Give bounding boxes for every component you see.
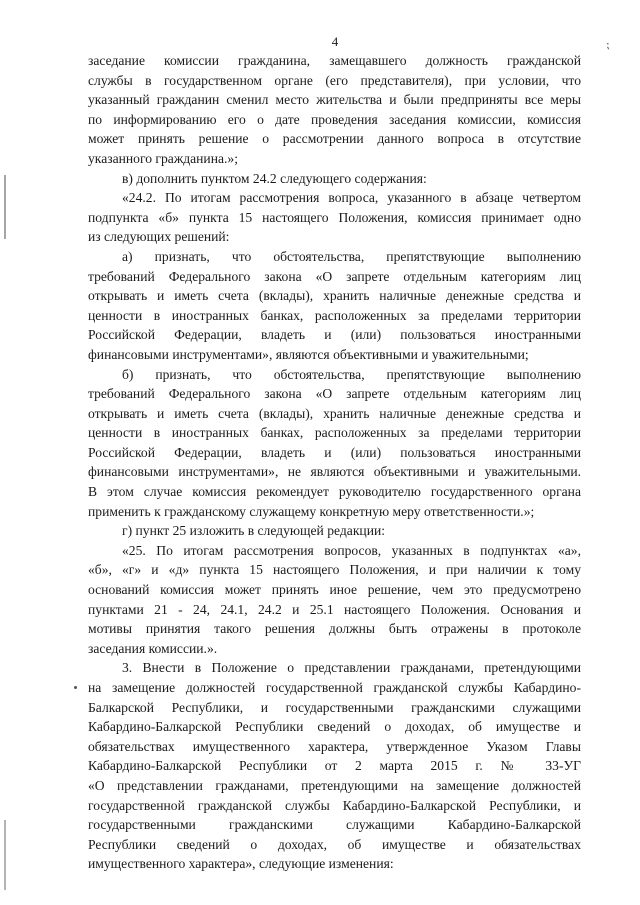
text-line: пунктами 21 - 24, 24.1, 24.2 и 25.1 настоящего Положения. Основания и [88, 601, 581, 617]
text-line: на замещение должностей государственной гражданской службы Кабардино- [88, 680, 581, 695]
text-line: мотивы принятия такого решения должны быть отражены в протоколе [88, 621, 581, 637]
text-line: Кабардино-Балкарской Республики сведений о доходах, об имуществе и [88, 719, 581, 735]
text-line: применить к гражданскому служащему конкретную меру ответственности.»; [88, 503, 535, 519]
text-line: ценности в иностранных банках, расположенных за пределами территории [88, 425, 581, 441]
text-line: «О представлении гражданами, претендующими на замещение должностей [88, 777, 581, 793]
text-line: Российской Федерации, владеть и (или) пользоваться иностранными [88, 327, 581, 343]
text-line: финансовыми инструментами», не являются объективными и уважительными. [88, 464, 581, 480]
document-body [88, 51, 581, 874]
page-number: 4 [331, 34, 339, 49]
text-line: б) признать, что обстоятельства, препятствующие выполнению [122, 366, 581, 382]
text-line: обязательствах имущественного характера, утвержденное Указом Главы [88, 738, 581, 754]
text-line: в) дополнить пунктом 24.2 следующего содержания: [122, 170, 427, 186]
text-line: Российской Федерации, владеть и (или) пользоваться иностранными [88, 444, 581, 460]
text-line: финансовыми инструментами», являются объективными и уважительными; [88, 346, 529, 362]
scan-speck: ⁏ [606, 39, 610, 51]
text-line: «25. По итогам рассмотрения вопросов, указанных в подпунктах «а», [122, 542, 581, 558]
paragraph [88, 541, 581, 659]
text-line: государственными гражданскими служащими Кабардино-Балкарской [88, 817, 581, 833]
text-line: Балкарской Республики, и государственными гражданскими служащими [88, 699, 581, 715]
text-line: подпункта «б» пункта 15 настоящего Положения, комиссия принимает одно [88, 209, 581, 225]
paragraph [88, 188, 581, 247]
text-line: оснований комиссия может принять иное решение, чем это предусмотрено [88, 582, 581, 598]
scan-edge-mark [4, 175, 6, 239]
paragraph [88, 247, 581, 365]
scan-edge-mark [4, 820, 6, 890]
text-line: ценности в иностранных банках, расположенных за пределами территории [88, 307, 581, 323]
text-line: В этом случае комиссия рекомендует руководителю государственного органа [88, 484, 581, 500]
text-line: службы в государственном органе (его представителя), при условии, что [88, 72, 581, 88]
text-line: «24.2. По итогам рассмотрения вопроса, указанного в абзаце четвертом [122, 190, 581, 206]
paragraph [88, 658, 581, 874]
text-line: указанного гражданина.»; [88, 150, 238, 166]
text-line: требований Федерального закона «О запрете отдельным категориям лиц [88, 386, 581, 402]
text-line: а) признать, что обстоятельства, препятствующие выполнению [122, 248, 581, 264]
text-line: 3. Внести в Положение о представлении гражданами, претендующими [122, 660, 581, 676]
paragraph [88, 365, 581, 522]
text-line: «б», «г» и «д» пункта 15 настоящего Положения, и при наличии к тому [88, 562, 581, 578]
text-line: по информированию его о дате проведения заседания комиссии, комиссия [88, 111, 581, 127]
text-line: из следующих решений: [88, 229, 230, 245]
text-line: государственной гражданской службы Кабардино-Балкарской Республики, и [88, 797, 581, 813]
scan-speck [74, 686, 77, 689]
text-line: открывать и иметь счета (вклады), хранить наличные денежные средства и [88, 405, 581, 421]
text-line: Кабардино-Балкарской Республики от 2 марта 2015 г. № 33-УГ [88, 758, 581, 774]
text-line: заседания комиссии.». [88, 640, 218, 656]
text-line: заседание комиссии гражданина, замещавшего должность гражданской [88, 53, 581, 68]
text-line: г) пункт 25 изложить в следующей редакции: [122, 523, 386, 539]
paragraph [88, 51, 581, 169]
text-line: имущественного характера», следующие изменения: [88, 856, 394, 872]
paragraph [88, 521, 581, 541]
paragraph [88, 169, 581, 189]
text-line: требований Федерального закона «О запрете отдельным категориям лиц [88, 268, 581, 284]
text-line: может принять решение о рассмотрении данного вопроса в отсутствие [88, 131, 581, 147]
text-line: Республики сведений о доходах, об имуществе и обязательствах [88, 836, 581, 852]
text-line: указанный гражданин сменил место жительства и были предприняты все меры [88, 92, 581, 108]
text-line: открывать и иметь счета (вклады), хранить наличные денежные средства и [88, 288, 581, 304]
